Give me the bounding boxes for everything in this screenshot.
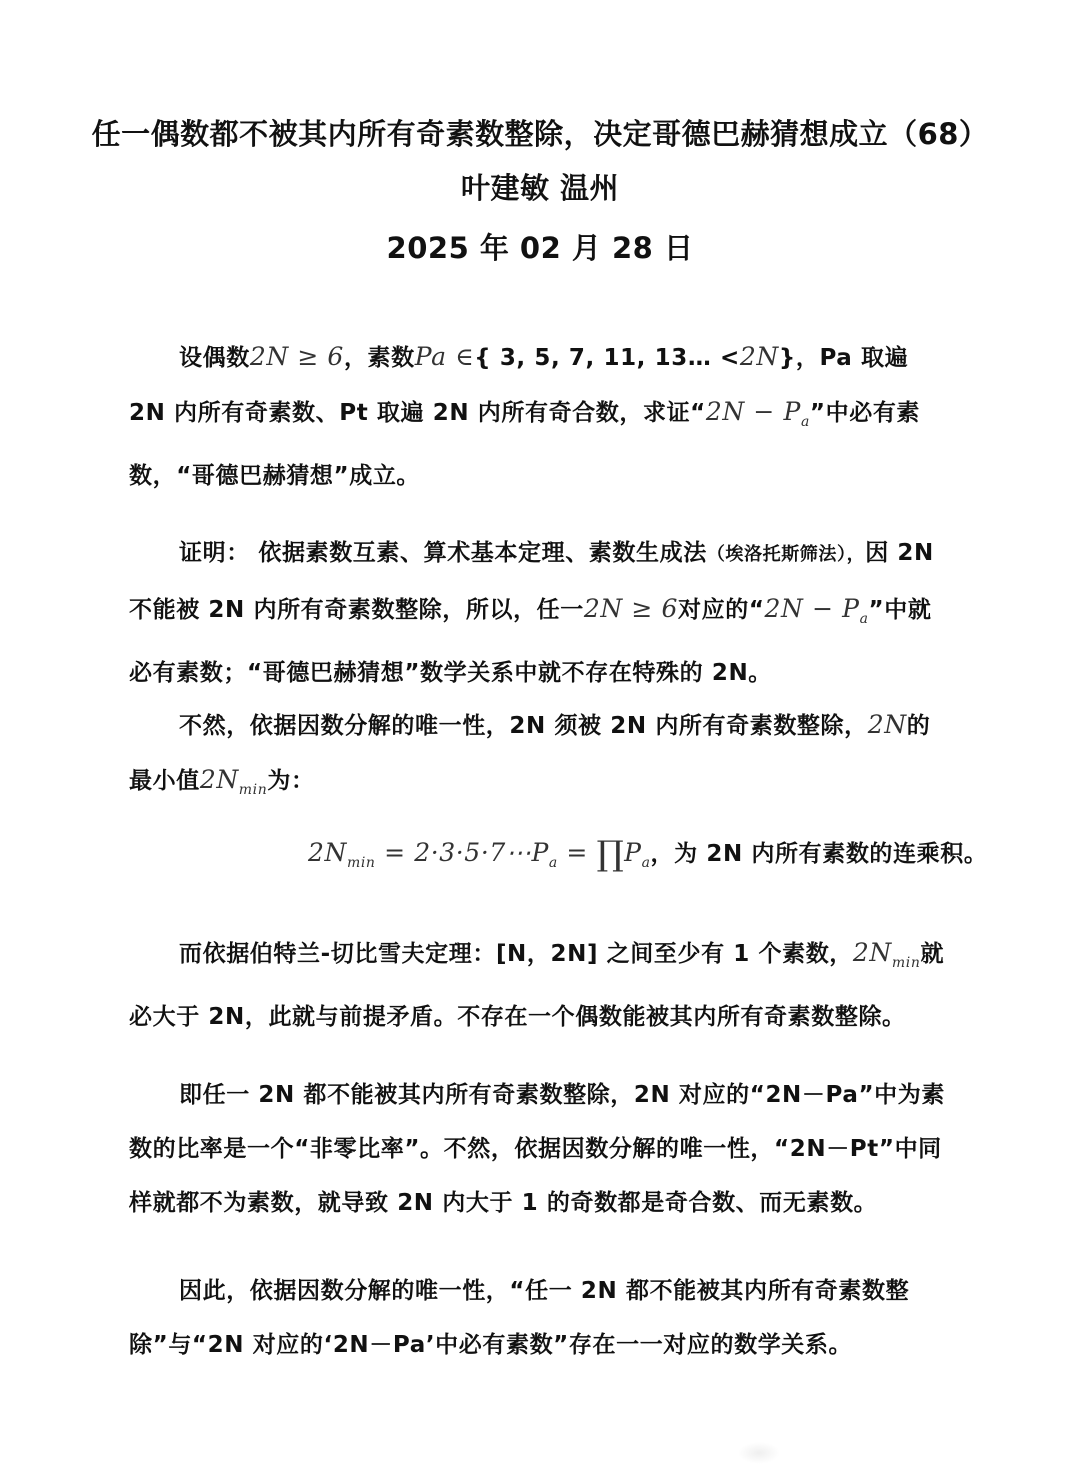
contradiction-paragraph: 不然，依据因数分解的唯一性，2N 须被 2N 内所有奇素数整除，2N的最小值$2N_{min}$为：	[129, 710, 931, 798]
bertrand-paragraph: 而依据伯特兰-切比雪夫定理：[N，2N] 之间至少有 1 个素数，$2N_{min}$就必大于 2N，此就与前提矛盾。不存在一个偶数能被其内所有奇素数整除。	[129, 938, 945, 1030]
proof-paragraph: 证明： 依据素数互素、算术基本定理、素数生成法（埃洛托斯筛法），因 2N 不能被 2N 内所有奇素数整除，所以，任一2N ≥ 6对应的“$2N - P_a$”中就必有素数；“哥德巴赫猜想”数学关系中就不存在特殊的 2N。	[129, 540, 934, 686]
math-2n-ge-6: 2N ≥ 6	[583, 594, 679, 623]
math-2n-minus-pa: $2N - P_a$	[705, 397, 810, 430]
math-2n-min: $2N_{min}$	[199, 765, 268, 798]
math-2n-min: $2N_{min}$	[852, 938, 921, 971]
conclusion-paragraph: 因此，依据因数分解的唯一性，“任一 2N 都不能被其内所有奇素数整除”与“2N 对应的‘2N－Pa’中必有素数”存在一一对应的数学关系。	[129, 1278, 910, 1358]
ratio-paragraph: 即任一 2N 都不能被其内所有奇素数整除，2N 对应的“2N－Pa”中为素数的比率是一个“非零比率”。不然，依据因数分解的唯一性，“2N－Pt”中同样就都不为素数，就导致 2N 内大于 1 的奇数都是奇合数、而无素数。	[129, 1082, 945, 1216]
date-line: 2025 年 02 月 28 日	[386, 231, 694, 265]
document-title: 任一偶数都不被其内所有奇素数整除，决定哥德巴赫猜想成立（68）	[91, 117, 989, 151]
product-symbol: ∏	[596, 834, 625, 874]
math-pa-in: Pa ∈	[414, 342, 475, 371]
problem-statement: 设偶数2N ≥ 6，素数Pa ∈{ 3, 5, 7, 11, 13… <2N}，Pa 取遍 2N 内所有奇素数、Pt 取遍 2N 内所有奇合数，求证“$2N - P_a$”中必有素数，“哥德巴赫猜想”成立。	[129, 342, 921, 489]
scan-smudge	[738, 1442, 780, 1464]
math-2n-minus-pa: $2N - P_a$	[764, 594, 869, 627]
math-2n: 2N	[739, 342, 779, 371]
author-line: 叶建敏 温州	[460, 171, 620, 205]
math-2n-ge-6: 2N ≥ 6	[249, 342, 344, 371]
product-formula: $2N_{min}$ = $2\cdot 3\cdot 5\cdot 7\cdots P_a$ = $\prod P_a$，为 2N 内所有素数的连乘积。	[308, 834, 988, 874]
math-2n: 2N	[867, 710, 907, 739]
